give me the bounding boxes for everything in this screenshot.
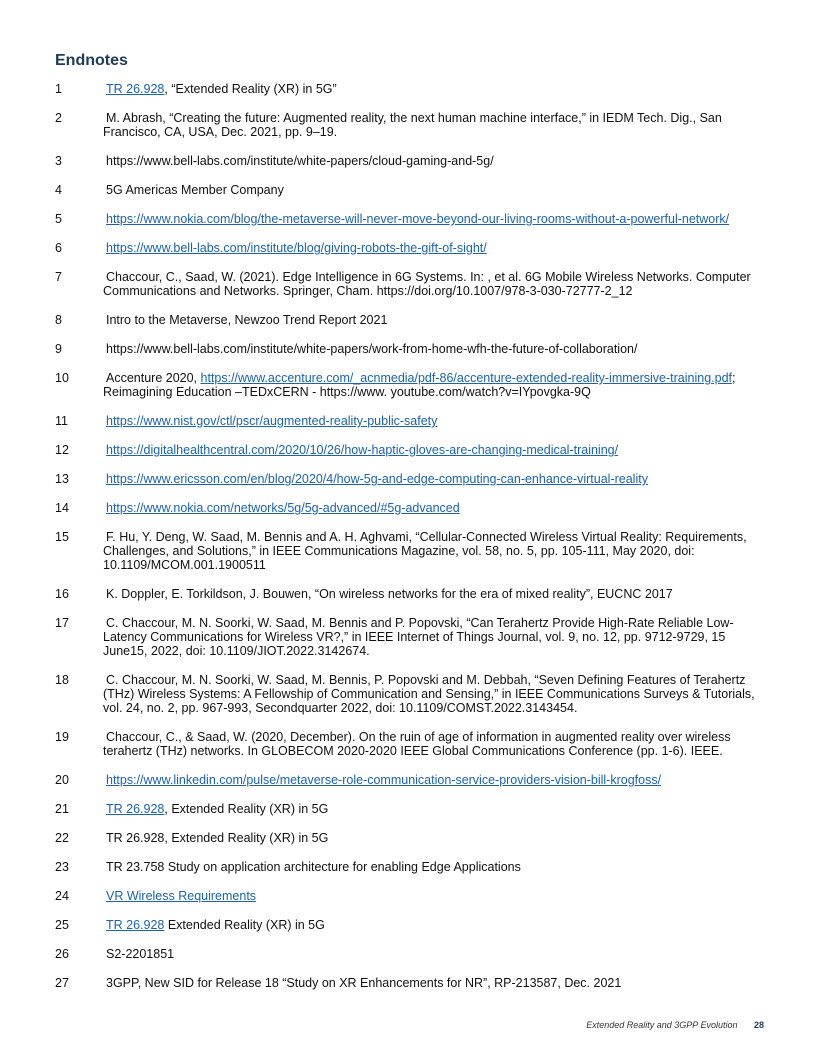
endnote-number: 6 — [55, 241, 62, 255]
endnote-number: 26 — [55, 947, 69, 961]
endnote-text — [103, 501, 765, 515]
endnote-citation: https://www.bell-labs.com/institute/white-papers/cloud-gaming-and-5g/ — [106, 154, 494, 168]
endnote-text — [103, 773, 765, 787]
endnote-citation: TR 26.928, Extended Reality (XR) in 5G — [106, 831, 329, 845]
endnote-number: 23 — [55, 860, 69, 874]
endnote-citation: TR 23.758 Study on application architecture for enabling Edge Applications — [106, 860, 521, 874]
endnote-item — [55, 82, 765, 96]
endnote-citation: F. Hu, Y. Deng, W. Saad, M. Bennis and A. H. Aghvami, “Cellular-Connected Wireless Virtual Reality: Requirements, Challenges, and Solutions,” in IEEE Communications Magazine, vol. 58, no. 5, pp. 105-111, May 2020, doi: 10.1109/MCOM.001.1900511 — [103, 530, 747, 572]
endnote-prefix: Accenture 2020, — [106, 371, 201, 385]
endnote-item — [55, 530, 765, 572]
endnote-citation: , “Extended Reality (XR) in 5G” — [164, 82, 337, 96]
endnote-link[interactable]: https://www.nist.gov/ctl/pscr/augmented-reality-public-safety — [106, 414, 438, 428]
endnote-item — [55, 802, 765, 816]
endnote-number: 3 — [55, 154, 62, 168]
endnote-item — [55, 831, 765, 845]
endnote-citation: Chaccour, C., & Saad, W. (2020, December). On the ruin of age of information in augmented reality over wireless terahertz (THz) networks. In GLOBECOM 2020-2020 IEEE Global Communications Conference (pp. 1-6). IEEE. — [103, 730, 731, 758]
endnote-number: 9 — [55, 342, 62, 356]
endnote-citation: M. Abrash, “Creating the future: Augmented reality, the next human machine interface,” in IEDM Tech. Dig., San Francisco, CA, USA, Dec. 2021, pp. 9–19. — [103, 111, 722, 139]
endnote-item — [55, 773, 765, 787]
endnote-number: 5 — [55, 212, 62, 226]
footer-document-title: Extended Reality and 3GPP Evolution — [586, 1020, 738, 1030]
endnote-citation: 5G Americas Member Company — [106, 183, 284, 197]
endnote-number: 7 — [55, 270, 62, 284]
endnote-number: 15 — [55, 530, 69, 544]
endnote-item — [55, 587, 765, 601]
endnote-number: 16 — [55, 587, 69, 601]
endnote-link[interactable]: https://www.nokia.com/blog/the-metaverse-will-never-move-beyond-our-living-rooms-without-a-powerful-network/ — [106, 212, 730, 226]
endnote-link[interactable]: VR Wireless Requirements — [106, 889, 257, 903]
endnote-number: 25 — [55, 918, 69, 932]
endnote-citation: Intro to the Metaverse, Newzoo Trend Report 2021 — [106, 313, 388, 327]
endnote-number: 1 — [55, 82, 62, 96]
endnote-text — [103, 860, 765, 874]
endnote-item — [55, 947, 765, 961]
endnote-item — [55, 472, 765, 486]
endnotes-heading: Endnotes — [55, 52, 128, 69]
endnote-link[interactable]: TR 26.928 — [106, 802, 165, 816]
endnote-text — [103, 587, 765, 601]
endnote-link[interactable]: https://digitalhealthcentral.com/2020/10/26/how-haptic-gloves-are-changing-medical-training/ — [106, 443, 619, 457]
endnote-citation: Chaccour, C., Saad, W. (2021). Edge Intelligence in 6G Systems. In: , et al. 6G Mobile Wireless Networks. Computer Communications and Networks. Springer, Cham. https://doi.org/10.1007/978-3-030-72777-2_12 — [103, 270, 751, 298]
endnote-number: 2 — [55, 111, 62, 125]
endnote-number: 8 — [55, 313, 62, 327]
endnote-item — [55, 342, 765, 356]
endnote-item — [55, 241, 765, 255]
endnote-item — [55, 730, 765, 758]
endnote-item — [55, 976, 765, 990]
endnote-item — [55, 270, 765, 298]
endnote-item — [55, 414, 765, 428]
endnote-number: 17 — [55, 616, 69, 630]
endnote-citation: C. Chaccour, M. N. Soorki, W. Saad, M. Bennis, P. Popovski and M. Debbah, “Seven Defining Features of Terahertz (THz) Wireless Systems: A Fellowship of Communication and Sensing,” in IEEE Communications Surveys & Tutorials, vol. 24, no. 2, pp. 967-993, Secondquarter 2022, doi: 10.1109/COMST.2022.3143454. — [103, 673, 755, 715]
endnote-text — [103, 212, 765, 226]
endnote-number: 22 — [55, 831, 69, 845]
endnote-item — [55, 111, 765, 139]
endnote-text — [103, 976, 765, 990]
endnote-text — [103, 82, 765, 96]
endnote-number: 12 — [55, 443, 69, 457]
endnote-number: 27 — [55, 976, 69, 990]
endnote-citation: Extended Reality (XR) in 5G — [164, 918, 325, 932]
endnote-number: 13 — [55, 472, 69, 486]
endnote-item — [55, 616, 765, 658]
endnote-citation: K. Doppler, E. Torkildson, J. Bouwen, “On wireless networks for the era of mixed reality”, EUCNC 2017 — [106, 587, 673, 601]
endnote-citation: S2-2201851 — [106, 947, 175, 961]
endnote-link[interactable]: TR 26.928 — [106, 82, 165, 96]
endnote-link[interactable]: TR 26.928 — [106, 918, 165, 932]
endnote-number: 24 — [55, 889, 69, 903]
endnote-item — [55, 443, 765, 457]
endnote-number: 4 — [55, 183, 62, 197]
endnote-item — [55, 183, 765, 197]
endnote-link[interactable]: https://www.accenture.com/_acnmedia/pdf-86/accenture-extended-reality-immersive-training.pdf — [200, 371, 733, 385]
endnote-text — [103, 918, 765, 932]
endnote-text — [103, 730, 765, 758]
endnote-text — [103, 947, 765, 961]
endnote-text — [103, 342, 765, 356]
endnote-item — [55, 501, 765, 515]
endnote-number: 11 — [55, 414, 68, 428]
endnote-number: 21 — [55, 802, 69, 816]
page-footer — [586, 1020, 764, 1030]
endnote-text — [103, 673, 765, 715]
endnote-citation: https://www.bell-labs.com/institute/white-papers/work-from-home-wfh-the-future-of-collaboration/ — [106, 342, 638, 356]
endnote-number: 14 — [55, 501, 69, 515]
endnote-text — [103, 241, 765, 255]
endnote-text — [103, 313, 765, 327]
endnote-link[interactable]: https://www.linkedin.com/pulse/metaverse-role-communication-service-providers-vision-bill-krogfoss/ — [106, 773, 662, 787]
endnote-link[interactable]: https://www.nokia.com/networks/5g/5g-advanced/#5g-advanced — [106, 501, 460, 515]
endnote-text — [103, 414, 765, 428]
endnote-text — [103, 616, 765, 658]
endnotes-list — [55, 82, 765, 1005]
endnote-text — [103, 270, 765, 298]
endnote-item — [55, 918, 765, 932]
endnote-number: 19 — [55, 730, 69, 744]
endnote-item — [55, 673, 765, 715]
endnote-text — [103, 472, 765, 486]
page-number: 28 — [753, 1020, 764, 1030]
endnote-text — [103, 183, 765, 197]
endnote-text — [103, 831, 765, 845]
endnote-citation: 3GPP, New SID for Release 18 “Study on XR Enhancements for NR”, RP-213587, Dec. 2021 — [106, 976, 622, 990]
endnote-text — [103, 802, 765, 816]
endnote-text — [103, 443, 765, 457]
endnote-link[interactable]: https://www.bell-labs.com/institute/blog/giving-robots-the-gift-of-sight/ — [106, 241, 487, 255]
endnote-citation: , Extended Reality (XR) in 5G — [164, 802, 329, 816]
endnote-link[interactable]: https://www.ericsson.com/en/blog/2020/4/how-5g-and-edge-computing-can-enhance-virtual-reality — [106, 472, 648, 486]
endnote-item — [55, 154, 765, 168]
endnote-item — [55, 313, 765, 327]
endnote-text — [103, 154, 765, 168]
endnote-citation: C. Chaccour, M. N. Soorki, W. Saad, M. Bennis and P. Popovski, “Can Terahertz Provide High-Rate Reliable Low-Latency Communications for Wireless VR?,” in IEEE Internet of Things Journal, vol. 9, no. 12, pp. 9712-9729, 15 June15, 2022, doi: 10.1109/JIOT.2022.3142674. — [103, 616, 734, 658]
endnote-item — [55, 860, 765, 874]
endnote-text — [103, 111, 765, 139]
endnote-item — [55, 889, 765, 903]
endnote-text — [103, 371, 765, 399]
endnote-number: 20 — [55, 773, 69, 787]
endnote-text — [103, 889, 765, 903]
endnote-citation: ; Reimagining Education –TEDxCERN - https://www. youtube.com/watch?v=IYpovgka-9Q — [103, 371, 736, 399]
endnote-item — [55, 371, 765, 399]
endnote-number: 10 — [55, 371, 69, 385]
endnote-number: 18 — [55, 673, 69, 687]
endnote-text — [103, 530, 765, 572]
endnote-item — [55, 212, 765, 226]
